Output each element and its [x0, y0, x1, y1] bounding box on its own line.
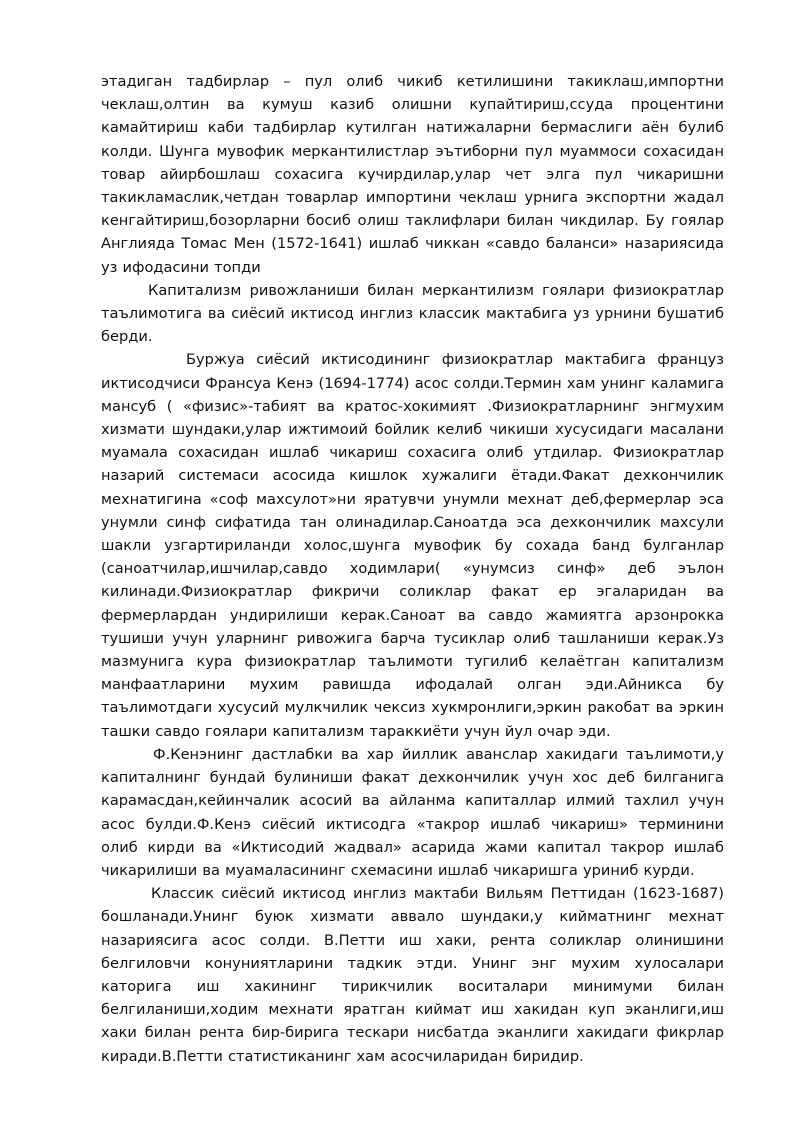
paragraph-capitalism-development: Капитализм ривожланиши билан меркантилизм гоялари физиократлар таълимотига ва сиёсий иктисод инглиз классик мактабига уз урнини бушатиб берди. [101, 281, 724, 346]
paragraph-mercantilism-continuation: этадиган тадбирлар – пул олиб чикиб кетилишини такиклаш,импортни чеклаш,олтин ва кумуш казиб олишни купайтириш,ссуда процентини камайтириш каби тадбирлар кутилган натижаларни бермаслиги аён булиб колди. Шунга мувофик меркантилистлар эътиборни пул муаммоси сохасидан товар айирбошлаш сохасига кучирдилар,улар чет элга пул чикаришни такикламаслик,четдан товарлар импортини чеклаш урнига экспортни жадал кенгайтириш,бозорларни босиб олиш таклифлари билан чикдилар. Бу гоялар Англияда Томас Мен (1572-1641) ишлаб чиккан «савдо баланси» назариясида уз ифодасини топди [101, 73, 724, 276]
paragraph-classical-school-petty: Классик сиёсий иктисод инглиз мактаби Вильям Петтидан (1623-1687) бошланади.Унинг буюк хизмати аввало шундаки,у кийматнинг мехнат назариясига асос солди. В.Петти иш хаки, рента соликлар олинишини белгиловчи конуниятларини тадкик этди. Унинг энг мухим хулосалари каторига иш хакининг тирикчилик воситалари минимуми билан белгиланиши,ходим мехнати яратган киймат иш хакидан куп эканлиги,иш хаки билан рента бир-бирига тескари нисбатда эканлиги хакидаги фикрлар киради.В.Петти статистиканинг хам асосчиларидан биридир. [101, 885, 724, 1065]
document-page [101, 70, 724, 1068]
paragraph-physiocrats: Буржуа сиёсий иктисодининг физиократлар мактабига француз иктисодчиси Франсуа Кенэ (1694-1774) асос солди.Термин хам унинг каламига мансуб ( «физис»-табият ва кратос-хокимият .Физиократларнинг энгмухим хизмати шундаки,улар ижтимоий бойлик келиб чикиши хусусидаги масалани муамала сохасидан ишлаб чикариш сохасига олиб утдилар. Физиократлар назарий системаси асосида кишлок хужалиги ётади.Факат дехкончилик мехнатигина «соф махсулот»ни яратувчи унумли мехнат деб,фермерлар эса унумли синф сифатида тан олинадилар.Саноатда эса дехкончилик махсули шакли узгартириланди холос,шунга мувофик бу сохада банд булганлар (саноатчилар,ишчилар,савдо ходимлари( «унумсиз синф» деб эълон килинади.Физиократлар фикричи соликлар факат ер эгаларидан ва фермерлардан ундирилиши керак.Саноат ва савдо жамиятга арзонрокка тушиши учун уларнинг ривожига барча тусиклар олиб ташланиши керак.Уз мазмунига кура физиократлар таълимоти тугилиб келаётган капитализм манфаатларини мухим равишда ифодалай олган эди.Айникса бу таълимотдаги хусусий мулкчилик чексиз хукмронлиги,эркин ракобат ва эркин ташки савдо гоялари капитализм тараккиёти учун йул очар эди. [101, 351, 724, 740]
paragraph-quesnay-advances: Ф.Кенэнинг дастлабки ва хар йиллик аванслар хакидаги таълимоти,у капиталнинг бундай булиниши факат дехкончилик учун хос деб билганига карамасдан,кейинчалик асосий ва айланма капиталлар илмий тахлил учун асос булди.Ф.Кенэ сиёсий иктисодга «такрор ишлаб чикариш» терминини олиб кирди ва «Иктисодий жадвал» асарида жами капитал такрор ишлаб чикарилиши ва муамаласининг схемасини ишлаб чикаришга уриниб курди. [101, 745, 724, 879]
